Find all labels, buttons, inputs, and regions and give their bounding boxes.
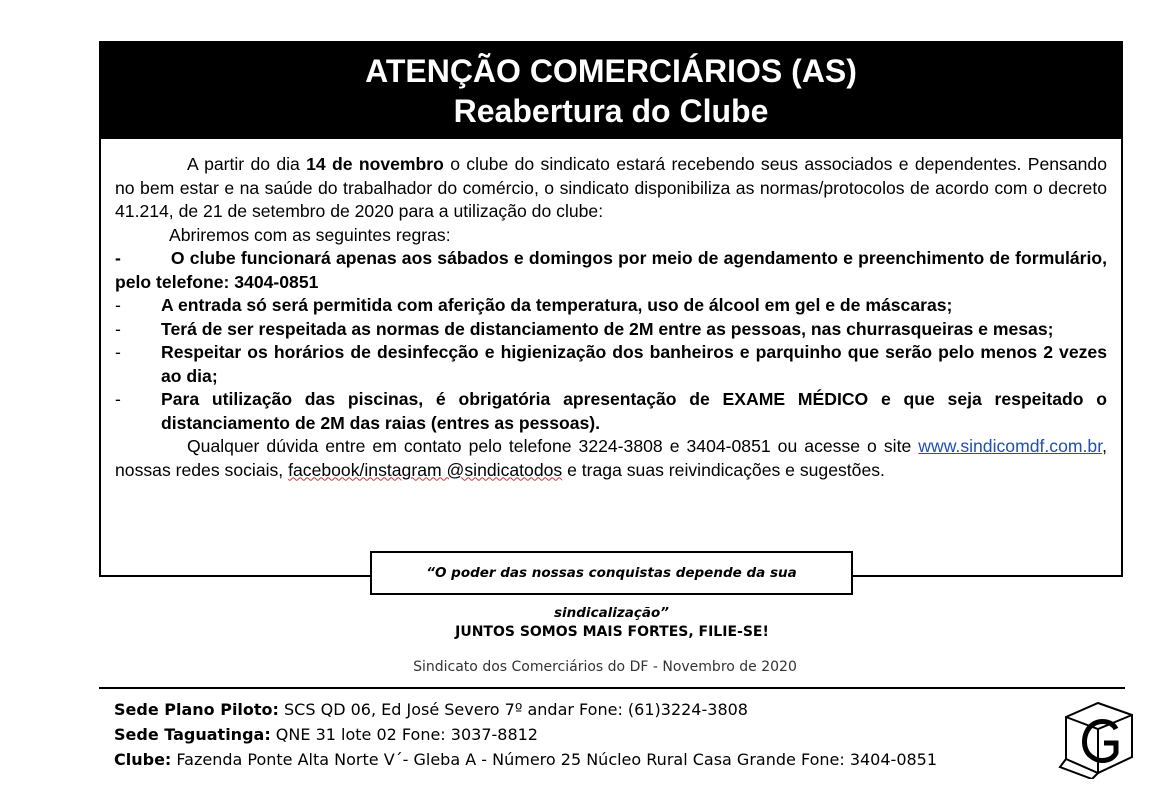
footer-date: Sindicato dos Comerciários do DF - Novembro de 2020 [413, 659, 797, 675]
banner-title: ATENÇÃO COMERCIÁRIOS (AS) [365, 53, 857, 89]
notice-body [115, 153, 1107, 482]
rule-item [115, 341, 1107, 388]
intro-text-end: o clube do sindicato estará recebendo seus associados e dependentes. Pensando no bem estar e na saúde do trabalhador do comércio, o sindicato disponibiliza as normas/protocolos de acordo com o decreto 41.214, de 21 de setembro de 2020 para a utilização do clube: [115, 154, 1107, 221]
rule-dash: - [115, 318, 121, 339]
address-label: Clube: [114, 750, 172, 769]
social-handle: facebook/instagram @sindicatodos [288, 459, 563, 480]
rule-dash: - [115, 295, 121, 315]
banner-subtitle: Reabertura do Clube [453, 93, 769, 129]
address-label: Sede Plano Piloto: [114, 700, 279, 719]
rule-item [115, 294, 1107, 318]
rule-dash: - [115, 389, 121, 409]
address-line [114, 748, 937, 772]
header-banner [101, 43, 1121, 139]
footer-divider [99, 687, 1125, 689]
slogan: JUNTOS SOMOS MAIS FORTES, FILIE-SE! [455, 624, 769, 640]
rule-text: Para utilização das piscinas, é obrigatória apresentação de [161, 389, 723, 409]
quote-box: “O poder das nossas conquistas depende da sua sindicalização” [370, 551, 853, 595]
contact-text-mid: , nossas redes sociais, [115, 436, 1107, 480]
rule-item [115, 388, 1107, 435]
rule-text: A entrada só será permitida com aferição da temperatura, uso de álcool em gel e de máscaras; [161, 295, 953, 315]
website-link[interactable]: www.sindicomdf.com.br [918, 436, 1103, 456]
rule-dash: - [115, 342, 121, 362]
contact-text: Qualquer dúvida entre em contato pelo telefone 3224-3808 e 3404-0851 ou acesse o site [187, 436, 919, 456]
address-text: QNE 31 lote 02 Fone: 3037-8812 [270, 725, 538, 744]
contact-text-end: e traga suas reivindicações e sugestões. [562, 459, 885, 480]
rule-text-emphasis: EXAME MÉDICO [722, 389, 869, 409]
intro-paragraph [115, 153, 1107, 224]
rule-text: Respeitar os horários de desinfecção e higienização dos banheiros e parquinho que serão pelo menos 2 vezes ao dia; [161, 342, 1107, 386]
address-text: SCS QD 06, Ed José Severo 7º andar Fone: (61)3224-3808 [278, 700, 748, 719]
rule-dash: - [115, 248, 121, 268]
address-line [114, 723, 538, 747]
rule-text-end: e que seja respeitado o distanciamento de 2M das raias (entres as pessoas). [161, 389, 1107, 433]
rule-text: O clube funcionará apenas aos sábados e domingos por meio de agendamento e preenchimento de formulário, pelo telefone: 3404-0851 [115, 248, 1107, 292]
intro-date: 14 de novembro [306, 154, 444, 174]
rule-item [115, 318, 1107, 342]
address-text: Fazenda Ponte Alta Norte V´- Gleba A - Número 25 Núcleo Rural Casa Grande Fone: 3404-0851 [171, 750, 938, 769]
rule-text: Terá de ser respeitada as normas de distanciamento de 2M entre as pessoas, nas churrasqueiras e mesas; [161, 318, 1054, 339]
notice-frame [99, 41, 1123, 577]
rule-item [115, 247, 1107, 294]
address-line [114, 698, 748, 722]
intro-text-start: A partir do dia [187, 154, 307, 174]
rules-heading: Abriremos com as seguintes regras: [169, 224, 451, 245]
contact-paragraph [115, 435, 1107, 482]
address-label: Sede Taguatinga: [114, 725, 271, 744]
sindicato-logo-icon [1058, 697, 1138, 779]
